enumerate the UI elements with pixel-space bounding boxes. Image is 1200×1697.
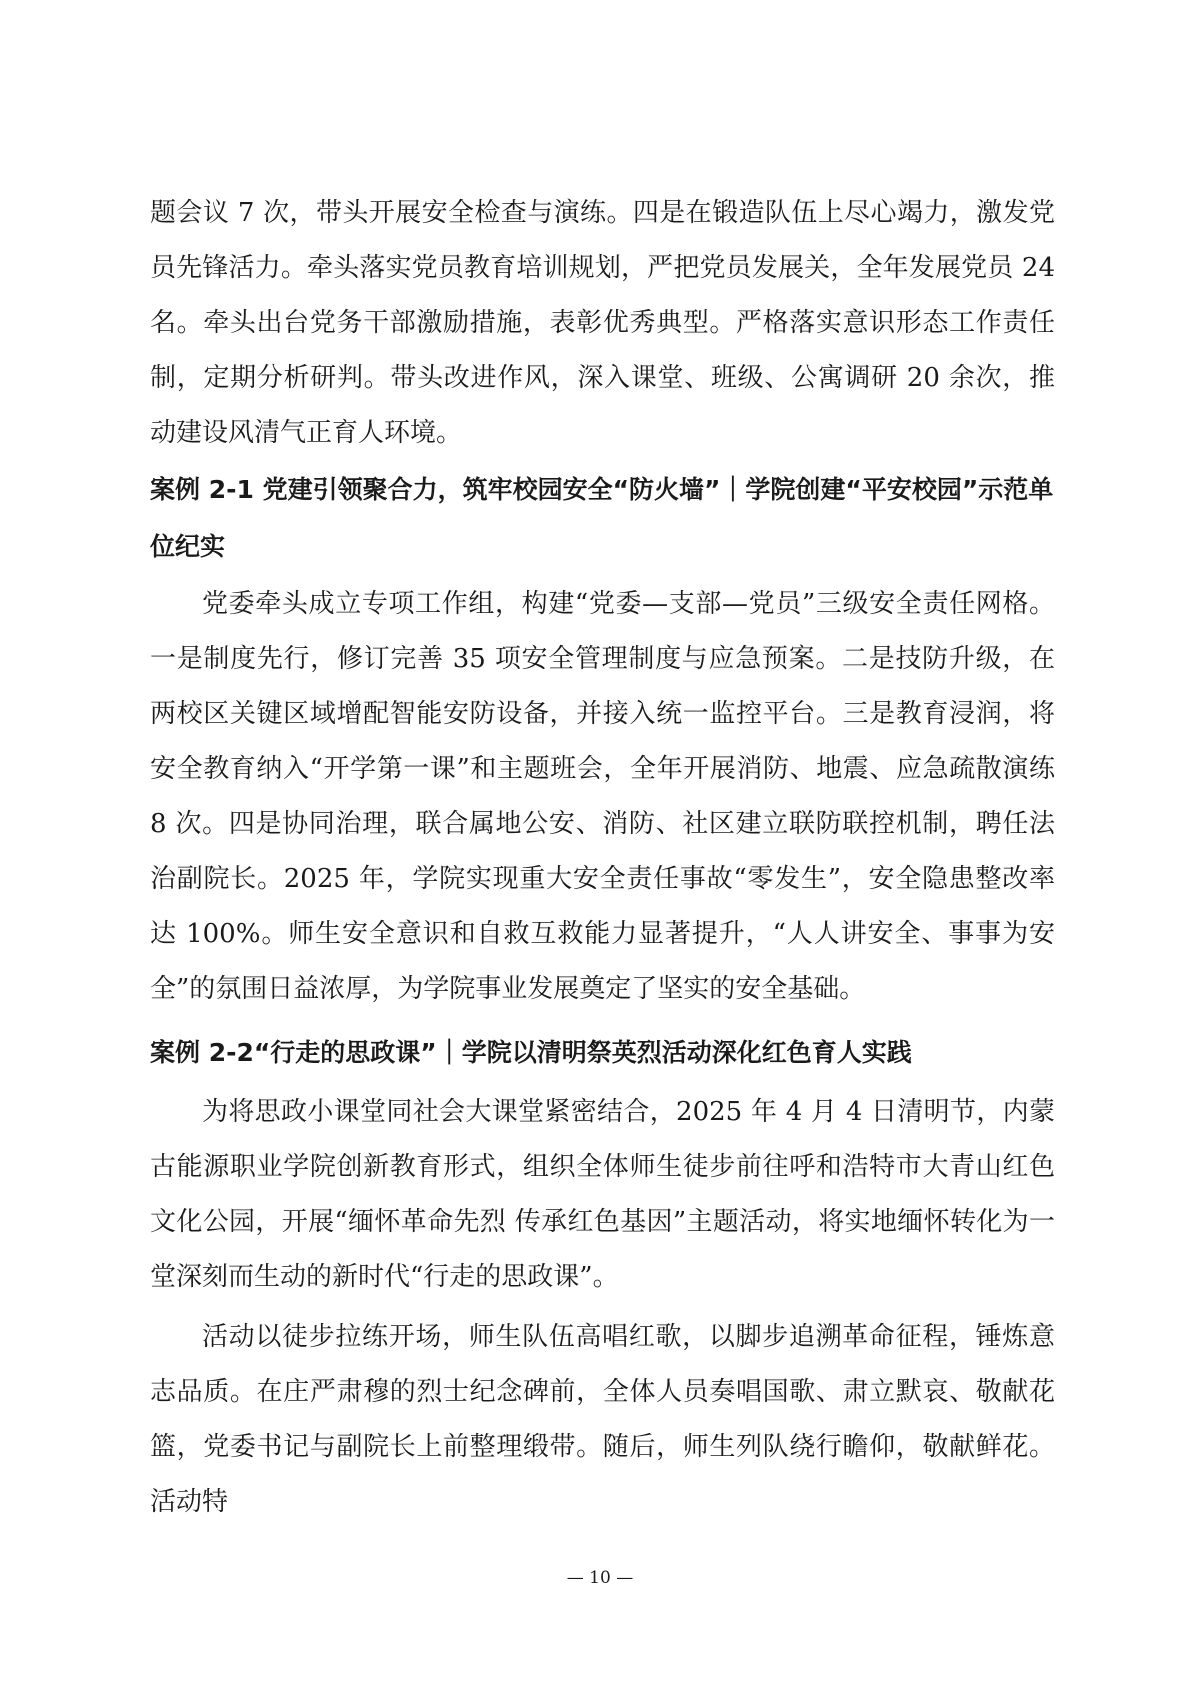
paragraph-campus-safety: 党委牵头成立专项工作组，构建“党委—支部—党员”三级安全责任网格。一是制度先行，修订完善 35 项安全管理制度与应急预案。二是技防升级，在两校区关键区域增配智能安防设备，并接入统一监控平台。三是教育浸润，将安全教育纳入“开学第一课”和主题班会，全年开展消防、地震、应急疏散演练 8 次。四是协同治理，联合属地公安、消防、社区建立联防联控机制，聘任法治副院长。2025 年，学院实现重大安全责任事故“零发生”，安全隐患整改率达 100%。师生安全意识和自救互救能力显著提升，“人人讲安全、事事为安全”的氛围日益浓厚，为学院事业发展奠定了坚实的安全基础。	[150, 589, 1055, 1004]
paragraph-qingming-activity-intro: 为将思政小课堂同社会大课堂紧密结合，2025 年 4 月 4 日清明节，内蒙古能源职业学院创新教育形式，组织全体师生徒步前往呼和浩特市大青山红色文化公园，开展“缅怀革命先烈 传承红色基因”主题活动，将实地缅怀转化为一堂深刻而生动的新时代“行走的思政课”。	[150, 1097, 1055, 1292]
page-number: — 10 —	[566, 1568, 634, 1588]
case-2-2-title: 案例 2-2“行走的思政课”｜学院以清明祭英烈活动深化红色育人实践	[150, 1038, 912, 1067]
paragraph-party-leadership-continued: 题会议 7 次，带头开展安全检查与演练。四是在锻造队伍上尽心竭力，激发党员先锋活力。牵头落实党员教育培训规划，严把党员发展关，全年发展党员 24 名。牵头出台党务干部激励措施，表彰优秀典型。严格落实意识形态工作责任制，定期分析研判。带头改进作风，深入课堂、班级、公寓调研 20 余次，推动建设风清气正育人环境。	[150, 198, 1055, 448]
paragraph-qingming-activity-details: 活动以徒步拉练开场，师生队伍高唱红歌，以脚步追溯革命征程，锤炼意志品质。在庄严肃穆的烈士纪念碑前，全体人员奏唱国歌、肃立默哀、敬献花篮，党委书记与副院长上前整理缎带。随后，师生列队绕行瞻仰，敬献鲜花。活动特	[150, 1322, 1055, 1517]
case-2-1-title: 案例 2-1 党建引领聚合力，筑牢校园安全“防火墙”｜学院创建“平安校园”示范单位纪实	[150, 475, 1054, 561]
